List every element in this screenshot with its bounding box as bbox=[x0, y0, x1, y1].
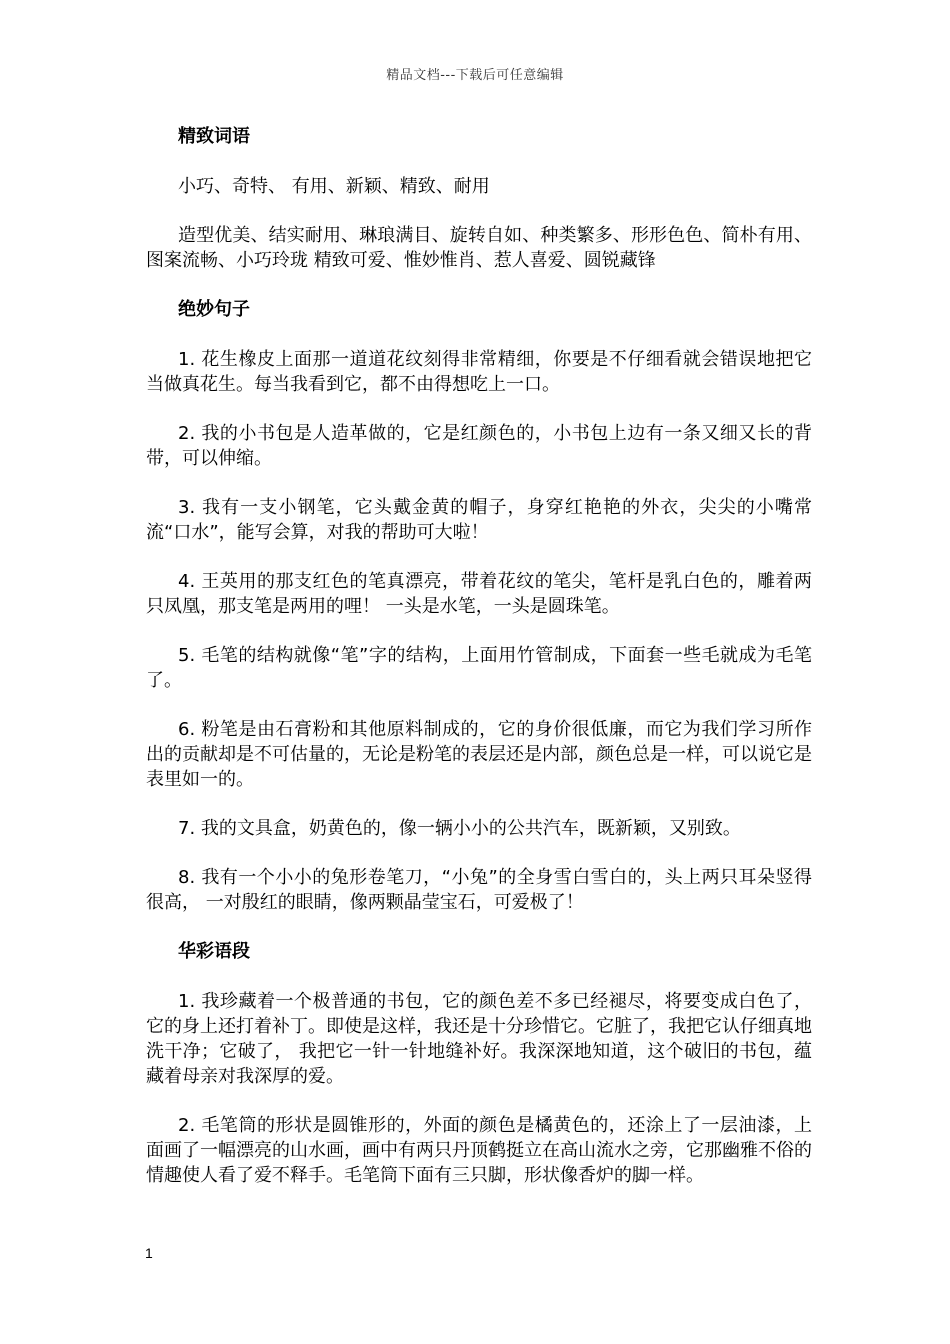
sentence-item: 5. 毛笔的结构就像“笔”字的结构，上面用竹管制成，下面套一些毛就成为毛笔了。 bbox=[146, 645, 812, 691]
page-number: 1 bbox=[145, 1245, 153, 1261]
page-header: 精品文档---下载后可任意编辑 bbox=[386, 68, 564, 83]
word-list-short: 小巧、奇特、 有用、新颖、精致、耐用 bbox=[178, 176, 490, 197]
section-title-paragraphs: 华彩语段 bbox=[178, 941, 250, 962]
sentence-item: 7. 我的文具盒，奶黄色的，像一辆小小的公共汽车，既新颖，又别致。 bbox=[178, 818, 741, 839]
sentence-item: 6. 粉笔是由石膏粉和其他原料制成的，它的身价很低廉，而它为我们学习所作出的贡献却是不可估量的，无论是粉笔的表层还是内部，颜色总是一样，可以说它是表里如一的。 bbox=[146, 719, 812, 790]
sentence-item: 8. 我有一个小小的兔形卷笔刀，“小兔”的全身雪白雪白的，头上两只耳朵竖得很高， 一对殷红的眼睛，像两颗晶莹宝石，可爱极了！ bbox=[146, 867, 812, 913]
sentence-item: 4. 王英用的那支红色的笔真漂亮，带着花纹的笔尖，笔杆是乳白色的，雕着两只凤凰，那支笔是两用的哩！ 一头是水笔，一头是圆珠笔。 bbox=[146, 571, 812, 617]
section-title-sentences: 绝妙句子 bbox=[178, 299, 250, 320]
section-title-words: 精致词语 bbox=[178, 126, 250, 147]
sentence-item: 3. 我有一支小钢笔，它头戴金黄的帽子，身穿红艳艳的外衣，尖尖的小嘴常流“口水”，能写会算，对我的帮助可大啦！ bbox=[146, 497, 812, 543]
sentence-item: 1. 花生橡皮上面那一道道花纹刻得非常精细，你要是不仔细看就会错误地把它当做真花生。每当我看到它，都不由得想吃上一口。 bbox=[146, 349, 812, 395]
paragraph-item: 1. 我珍藏着一个极普通的书包，它的颜色差不多已经褪尽，将要变成白色了，它的身上还打着补丁。即使是这样，我还是十分珍惜它。它脏了，我把它认仔细真地洗干净；它破了， 我把它一针一针地缝补好。我深深地知道，这个破旧的书包，蕴藏着母亲对我深厚的爱。 bbox=[146, 991, 812, 1087]
sentence-item: 2. 我的小书包是人造革做的，它是红颜色的，小书包上边有一条又细又长的背带，可以伸缩。 bbox=[146, 423, 812, 469]
document-body bbox=[146, 124, 812, 1188]
paragraph-item: 2. 毛笔筒的形状是圆锥形的，外面的颜色是橘黄色的，还涂上了一层油漆，上面画了一幅漂亮的山水画，画中有两只丹顶鹤挺立在高山流水之旁，它那幽雅不俗的情趣使人看了爱不释手。毛笔筒下面有三只脚，形状像香炉的脚一样。 bbox=[146, 1115, 812, 1186]
word-list-idioms: 造型优美、结实耐用、琳琅满目、旋转自如、种类繁多、形形色色、简朴有用、图案流畅、小巧玲珑 精致可爱、惟妙惟肖、惹人喜爱、圆锐藏锋 bbox=[146, 225, 812, 271]
